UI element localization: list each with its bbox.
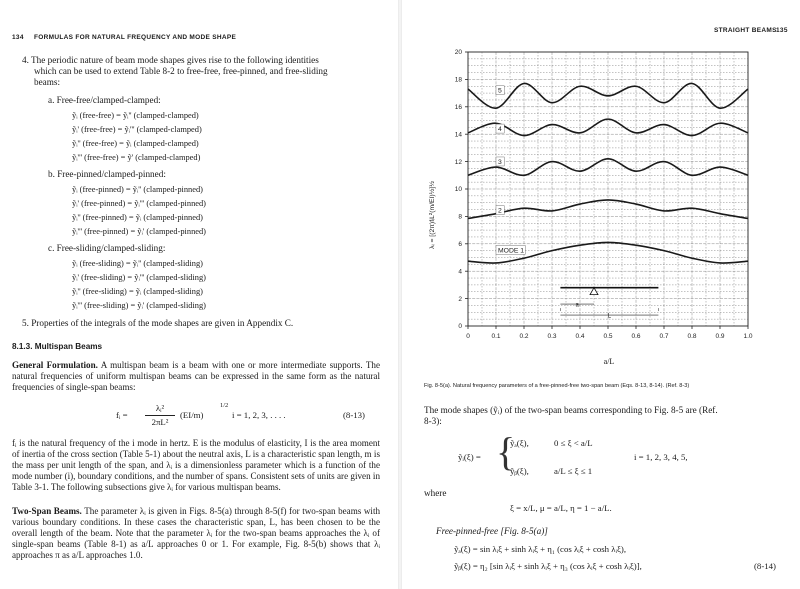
identity-c2: ỹᵢ' (free-sliding) = ỹᵢ''' (clamped-sliding) [72,273,206,282]
mode-shape-intro-line1: The mode shapes (ỹᵢ) of the two-span beams corresponding to Fig. 8-5 are (Ref. [424,405,718,415]
x-tick-label: 0.9 [715,333,725,340]
y-tick-label: 20 [454,49,462,57]
eq-8-13-range: i = 1, 2, 3, . . . . [232,410,286,420]
x-tick-label: 0.2 [519,333,529,340]
identity-b4: ỹᵢ''' (free-pinned) = ỹᵢ' (clamped-pinned) [72,227,206,236]
eq-8-13-lhs: fᵢ = [116,410,128,420]
x-tick-label: 0.1 [491,333,501,340]
identity-a3: ỹᵢ'' (free-free) = ỹᵢ (clamped-clamped) [72,139,199,148]
general-formulation-text: A multispan beam is a beam with one or more intermediate supports. The natural frequencies of uniform multispan beams can be expressed in the same form as the natural frequencies of single-span beams: [12,360,380,392]
identity-a1: ỹᵢ (free-free) = ỹᵢ'' (clamped-clamped) [72,111,199,120]
mode-frequency-chart [402,40,800,380]
chart-grid [468,52,748,326]
series-label-mode-4: 4 [498,126,502,134]
item4-line3: beams: [34,77,61,87]
eq-8-13-label: (8-13) [343,410,365,420]
x-tick-label: 0.4 [575,333,585,340]
x-tick-label: 0 [466,333,470,340]
y-tick-label: 4 [458,268,462,276]
right-page [402,0,800,589]
y-tick-label: 10 [454,186,462,194]
dimension-a-label: a [575,302,579,309]
section-heading: 8.1.3. Multispan Beams [12,342,103,351]
x-axis-label-text: a/L [603,357,615,366]
identity-b2: ỹᵢ' (free-pinned) = ỹᵢ''' (clamped-pinned) [72,199,206,208]
y-tick-label: 8 [458,213,462,221]
item5: 5. Properties of the integrals of the mode shapes are given in Appendix C. [22,318,294,328]
item4-line2: which can be used to extend Table 8-2 to free-free, free-pinned, and free-sliding [34,66,328,76]
x-tick-label: 0.7 [659,333,669,340]
y-tick-label: 12 [454,158,462,166]
page-number-right: 135 [776,27,788,34]
x-tick-label: 0.3 [547,333,557,340]
piecewise-brace: { [496,429,516,474]
x-tick-label: 0.6 [631,333,641,340]
eq-8-13-fraction-bar [145,415,175,416]
beam-inset-diagram [560,288,658,320]
identity-c3: ỹᵢ'' (free-sliding) = ỹᵢ (clamped-sliding) [72,287,203,296]
general-formulation-lead: General Formulation. [12,360,98,370]
y-tick-label: 14 [454,131,462,139]
identity-a2: ỹᵢ' (free-free) = ỹᵢ''' (clamped-clamped) [72,125,202,134]
eq-8-13-exponent: 1/2 [220,402,229,409]
series-label-mode-1: MODE 1 [498,247,525,255]
identity-a4: ỹᵢ''' (free-free) = ỹ' (clamped-clamped) [72,153,201,162]
mode-shape-case1: ỹₐ(ξ), [510,438,529,448]
general-formulation-paragraph [12,360,380,393]
y-tick-label: 2 [458,295,462,303]
parameter-definitions: ξ = x/L, μ = a/L, η = 1 − a/L. [510,503,612,513]
fpf-equation-a: ỹₐ(ξ) = sin λᵢξ + sinh λᵢξ + η₁ (cos λᵢξ + cosh λᵢξ), [454,544,627,554]
y-axis-label: λᵢ = [(2π)fᵢL²(m/EI)½]½ [429,181,436,249]
identity-b3: ỹᵢ'' (free-pinned) = ỹᵢ (clamped-pinned) [72,213,203,222]
two-span-text: The parameter λᵢ is given in Figs. 8-5(a) through 8-5(f) for two-span beams with various boundary conditions. In these cases the characteristic span, L, has been chosen to be the overall length of the beam. Note that the parameter λᵢ for the two-span beams approaches the λᵢ of single-span beams (Table 8-1) as a/L approaches 0 or 1. For example, Fig. 8-5(b) shows that λᵢ approaches π as a/L approaches 1.0. [12,506,381,560]
mode-shape-case2: ỹᵦ(ξ), [510,466,529,476]
y-tick-label: 6 [458,241,462,248]
mode-shape-cond1: 0 ≤ ξ < a/L [554,438,593,448]
running-header-right: STRAIGHT BEAMS [714,27,777,34]
subsection-c: c. Free-sliding/clamped-sliding: [48,243,166,253]
two-span-paragraph [12,506,380,561]
where-label: where [424,488,447,498]
fi-definition-paragraph: fᵢ is the natural frequency of the i mode in hertz. E is the modulus of elasticity, I is the area moment of inertia of the cross section (Table 5-1) about the neutral axis, L is a characteristic span length, m is the mass per unit length of the span, and λᵢ is a dimensionless parameter which is a function of the mode number (i), boundary conditions, and the number of spans. Consistent sets of units are given in Table 3-1. The following subsections give λᵢ for various multispan beams. [12,438,380,492]
x-axis-label [602,357,616,366]
series-label-mode-5: 5 [498,87,502,95]
x-tick-label: 0.5 [603,333,613,340]
identity-c1: ỹᵢ (free-sliding) = ỹᵢ'' (clamped-sliding) [72,259,203,268]
identity-b1: ỹᵢ (free-pinned) = ỹᵢ'' (clamped-pinned) [72,185,203,194]
mode-shape-range: i = 1, 2, 3, 4, 5, [634,452,688,462]
identity-c4: ỹᵢ''' (free-sliding) = ỹᵢ' (clamped-sliding) [72,301,206,310]
eq-8-13-paren: (EI/m) [180,410,204,420]
pin-support-icon [590,288,598,295]
page-number: 134 [12,34,24,41]
mode-shape-cond2: a/L ≤ ξ ≤ 1 [554,466,593,476]
y-tick-label: 0 [458,323,462,331]
dimension-L-label: L [607,313,612,320]
series-label-mode-3: 3 [498,158,502,166]
mode-shape-lhs: ỹᵢ(ξ) = [458,452,481,462]
mode-shape-intro-line2: 8-3): [424,416,442,426]
x-tick-label: 1.0 [743,333,753,340]
series-label-mode-2: 2 [498,207,502,215]
x-tick-label: 0.8 [687,333,697,340]
y-tick-label: 16 [454,104,462,111]
subsection-b: b. Free-pinned/clamped-pinned: [48,169,166,179]
eq-8-13-denominator: 2πL² [151,417,169,427]
fpf-equation-label: (8-14) [754,561,776,571]
two-span-lead: Two-Span Beams. [12,506,82,516]
chart-series-labels [496,86,525,255]
free-pinned-free-title: Free-pinned-free [Fig. 8-5(a)] [436,526,548,536]
item4-line1: 4. The periodic nature of beam mode shapes gives rise to the following identities [22,55,319,65]
y-tick-label: 18 [454,76,462,84]
fpf-equation-b: ỹᵦ(ξ) = η₂ [sin λᵢξ + sinh λᵢξ + η₃ (cos λᵢξ + cosh λᵢξ)], [454,561,642,571]
running-header: FORMULAS FOR NATURAL FREQUENCY AND MODE SHAPE [34,34,237,41]
eq-8-13-numerator: λᵢ² [155,403,165,413]
left-page [0,0,398,589]
figure-caption: Fig. 8-5(a). Natural frequency parameters of a free-pinned-free two-span beam (Eqs. 8-13, 8-14). (Ref. 8-3) [424,383,690,389]
subsection-a: a. Free-free/clamped-clamped: [48,95,161,105]
